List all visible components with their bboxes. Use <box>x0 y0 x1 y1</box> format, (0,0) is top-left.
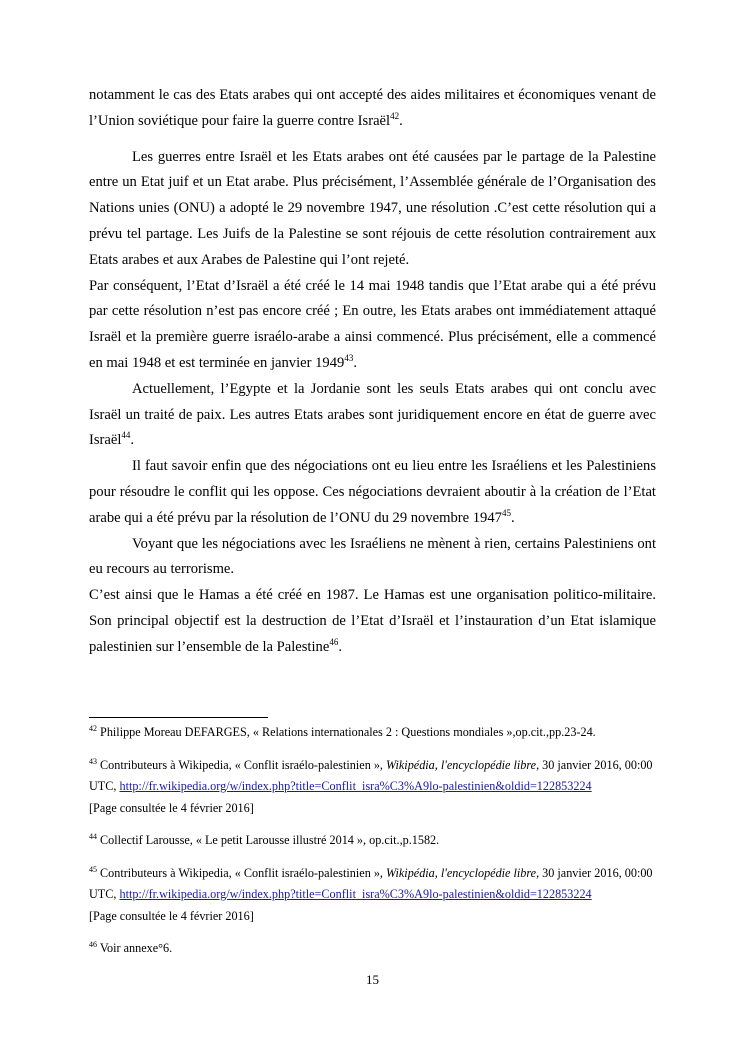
paragraph-3: Par conséquent, l’Etat d’Israël a été créé le 14 mai 1948 tandis que l’Etat arabe qui a été prévu par cette résolution n’est pas encore créé ; En outre, les Etats arabes ont immédiatement attaqué Israël et la première guerre israélo-arabe a ainsi commencé. Plus précisément, elle a commencé en mai 1948 et est terminée en janvier 1949$^{43}$. <box>89 277 656 371</box>
footnote-46: $^{46}$ Voir annexe°6. <box>89 939 173 955</box>
paragraph-1: notamment le cas des Etats arabes qui ont accepté des aides militaires et économiques venant de l’Union soviétique pour faire la guerre contre Israël$^{42}$. <box>89 87 656 129</box>
footnote-45-link[interactable]: http://fr.wikipedia.org/w/index.php?title=Conflit_isra%C3%A9lo-palestinien&oldid=122853224 <box>119 887 592 901</box>
paragraph-2: Les guerres entre Israël et les Etats arabes ont été causées par le partage de la Palestine entre un Etat juif et un Etat arabe. Plus précisément, l’Assemblée générale de l’Organisation des Nations unies (ONU) a adopté le 29 novembre 1947, une résolution .C’est cette résolution qui a prévu tel partage. Les Juifs de la Palestine se sont réjouis de cette résolution contrairement aux Etats arabes et aux Arabes de Palestine qui l’ont rejeté. <box>89 148 656 268</box>
footnote-separator <box>89 717 268 718</box>
footnote-44: $^{44}$ Collectif Larousse, « Le petit Larousse illustré 2014 », op.cit.,p.1582. <box>89 831 440 847</box>
footnote-43-link[interactable]: http://fr.wikipedia.org/w/index.php?title=Conflit_isra%C3%A9lo-palestinien&oldid=122853224 <box>119 779 592 793</box>
paragraph-5: Il faut savoir enfin que des négociations ont eu lieu entre les Israéliens et les Palestiniens pour résoudre le conflit qui les oppose. Ces négociations devraient aboutir à la création de l’Etat arabe qui a été prévu par la résolution de l’ONU du 29 novembre 1947$^{45}$. <box>89 458 656 526</box>
footnote-ref-46[interactable]: 46 <box>329 636 339 647</box>
footnote-ref-45[interactable]: 45 <box>501 507 511 518</box>
footnote-ref-42[interactable]: 42 <box>390 110 400 121</box>
body-text <box>89 83 656 661</box>
footnote-ref-44[interactable]: 44 <box>121 430 131 441</box>
paragraph-4: Actuellement, l’Egypte et la Jordanie sont les seuls Etats arabes qui ont conclu avec Israël un traité de paix. Les autres Etats arabes sont juridiquement encore en état de guerre avec Israël$^{44}$. <box>89 380 656 449</box>
footnote-43: $^{43}$ Contributeurs à Wikipedia, « Conflit israélo-palestinien », Wikipédia, l'encyclopédie libre, 30 janvier 2016, 00:00 UTC, http://fr.wikipedia.org/w/index.php?title=Conflit_isra%C3%A9lo-palestinien&oldid=122853224 [Page consultée le 4 février 2016] <box>89 756 653 815</box>
paragraph-7: C’est ainsi que le Hamas a été créé en 1987. Le Hamas est une organisation politico-militaire. Son principal objectif est la destruction de l’Etat d’Israël et l’instauration d’un Etat islamique palestinien sur l’ensemble de la Palestine$^{46}$. <box>89 587 656 655</box>
page-number: 15 <box>366 972 379 987</box>
footnote-ref-43[interactable]: 43 <box>344 353 354 364</box>
footnote-45: $^{45}$ Contributeurs à Wikipedia, « Conflit israélo-palestinien », Wikipédia, l'encyclopédie libre, 30 janvier 2016, 00:00 UTC, http://fr.wikipedia.org/w/index.php?title=Conflit_isra%C3%A9lo-palestinien&oldid=122853224 [Page consultée le 4 février 2016] <box>89 864 653 923</box>
paragraph-6: Voyant que les négociations avec les Israéliens ne mènent à rien, certains Palestiniens ont eu recours au terrorisme. <box>89 535 656 578</box>
footnotes <box>89 722 656 960</box>
footnote-42: $^{42}$ Philippe Moreau DEFARGES, « Relations internationales 2 : Questions mondiales »,op.cit.,pp.23-24. <box>89 723 596 739</box>
